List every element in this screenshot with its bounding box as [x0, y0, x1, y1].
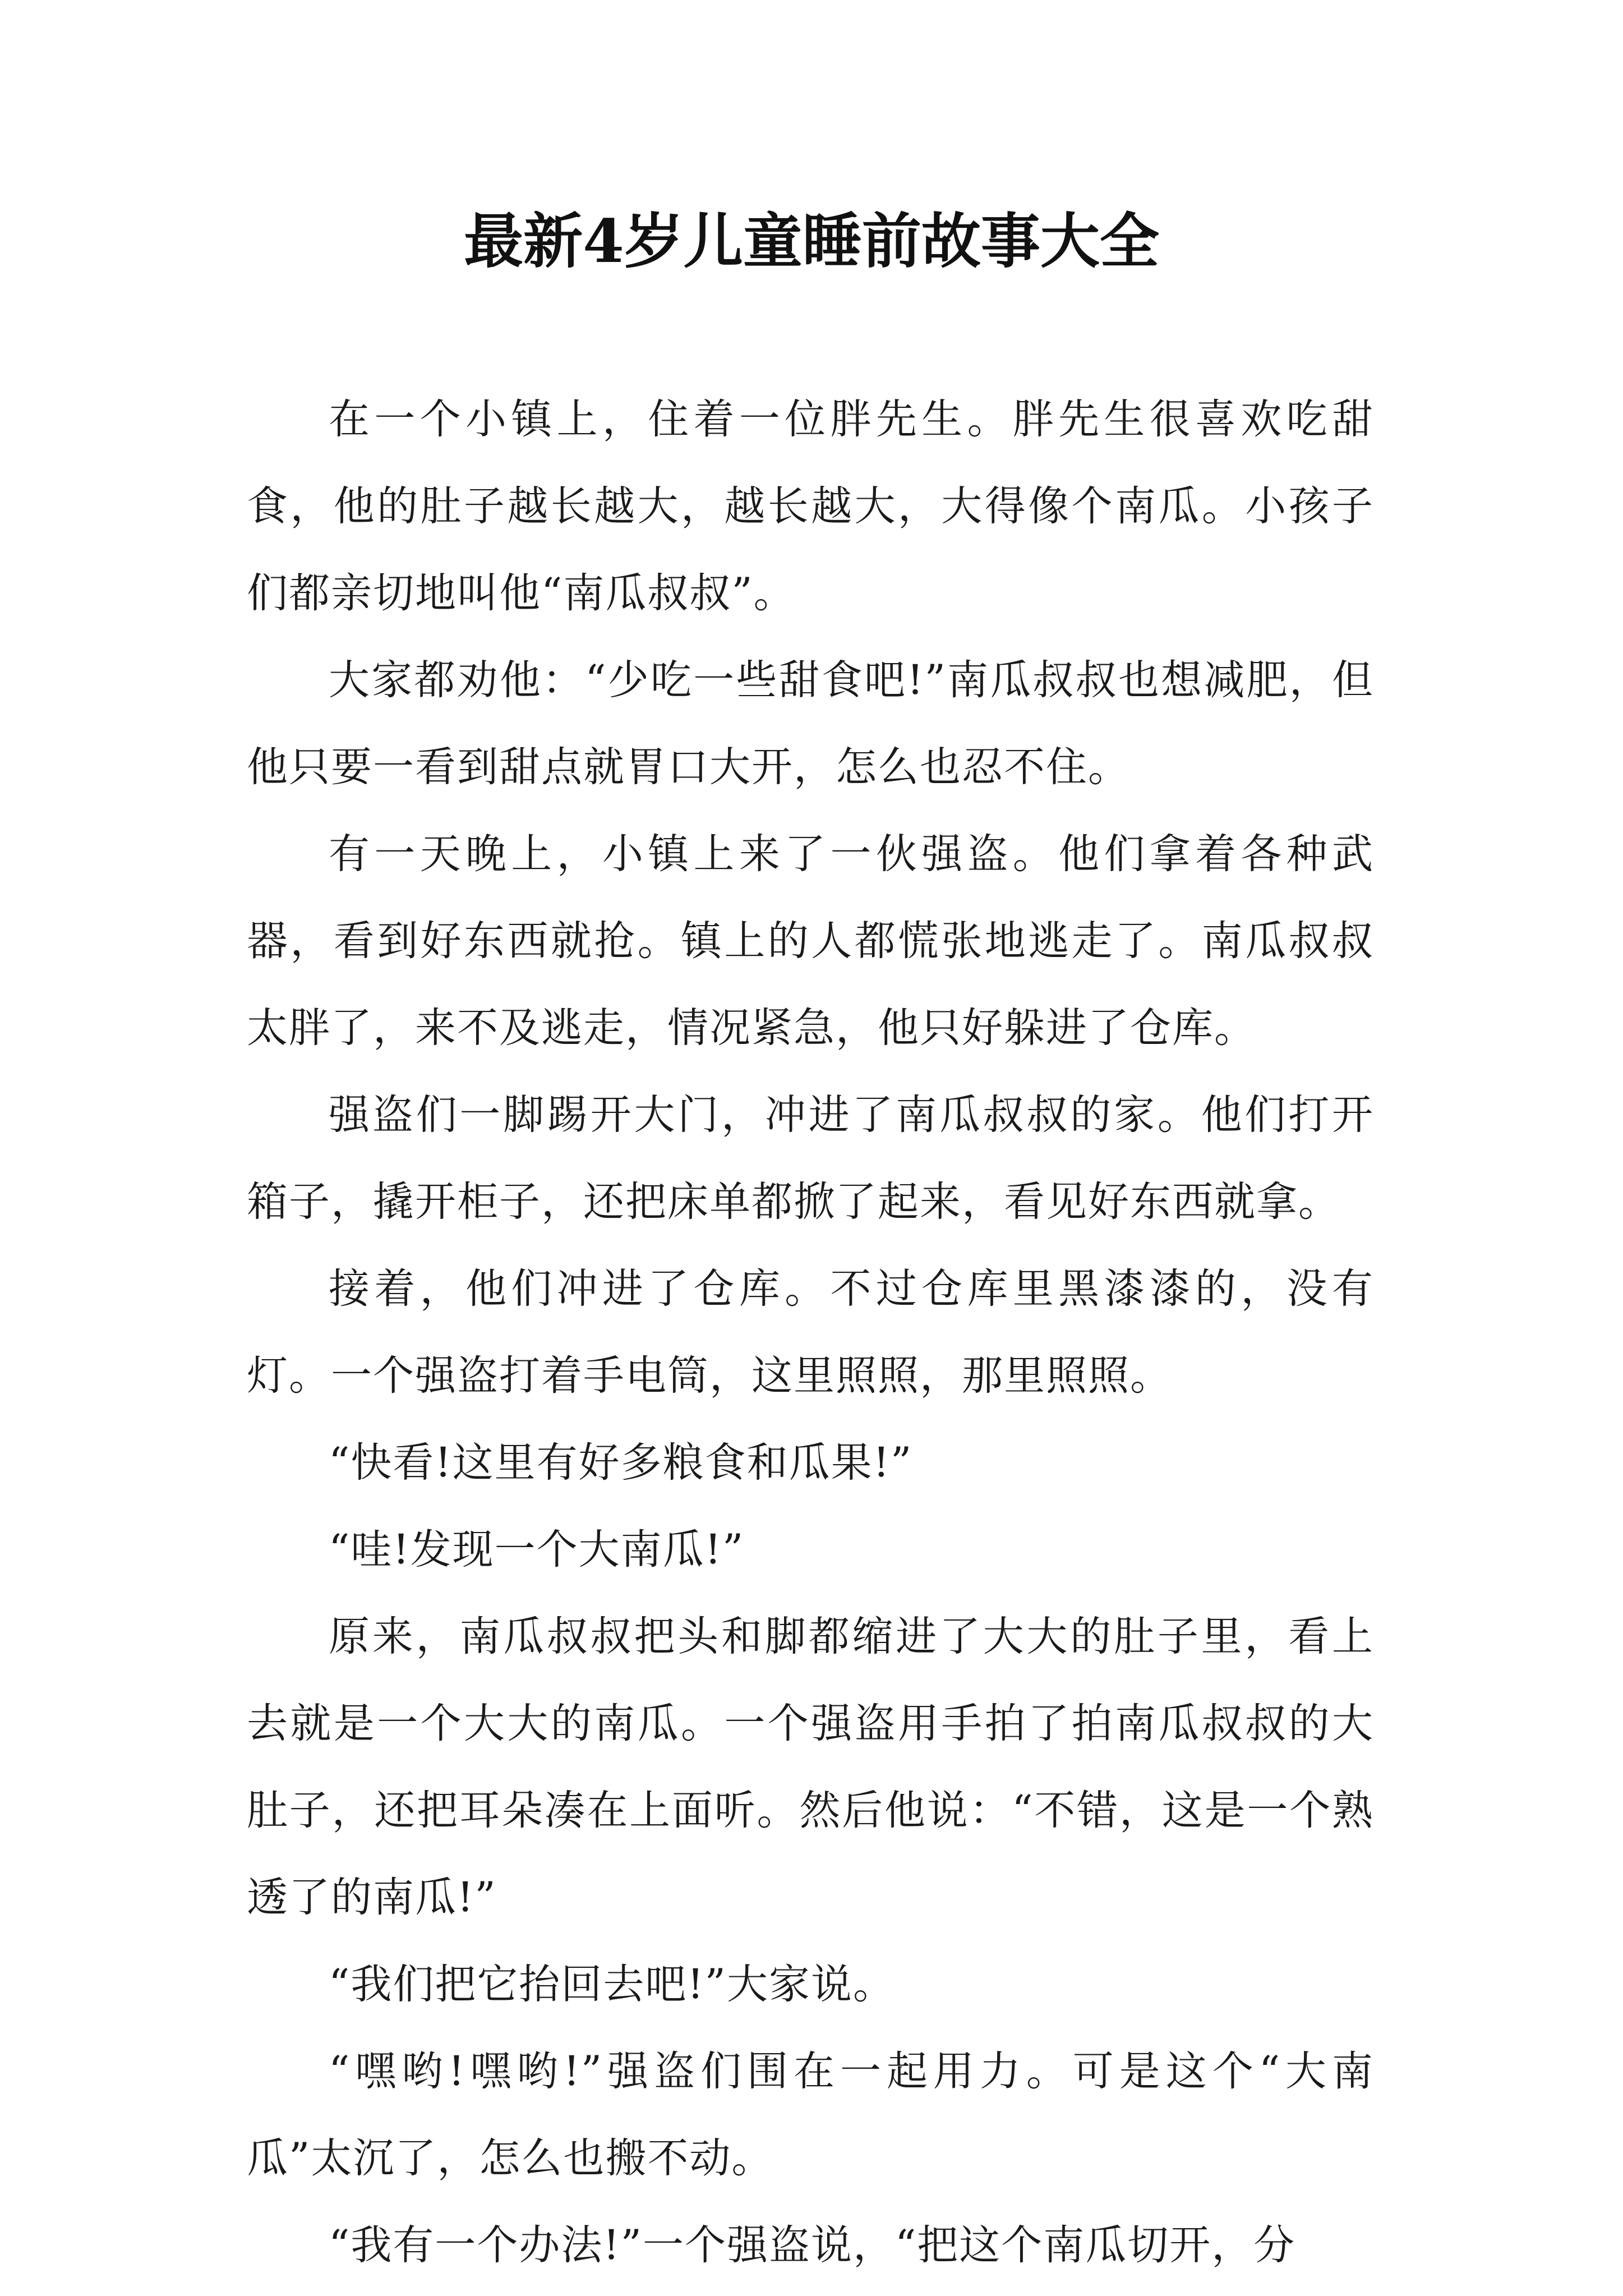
document-body: [247, 376, 1374, 2289]
paragraph: 强盗们一脚踢开大门，冲进了南瓜叔叔的家。他们打开箱子，撬开柜子，还把床单都掀了起来，看见好东西就拿。: [247, 1091, 1374, 1226]
paragraph: 原来，南瓜叔叔把头和脚都缩进了大大的肚子里，看上去就是一个大大的南瓜。一个强盗用手拍了拍南瓜叔叔的大肚子，还把耳朵凑在上面听。然后他说：“不错，这是一个熟透了的南瓜!”: [247, 1613, 1374, 1921]
paragraph: 在一个小镇上，住着一位胖先生。胖先生很喜欢吃甜食，他的肚子越长越大，越长越大，大得像个南瓜。小孩子们都亲切地叫他“南瓜叔叔”。: [247, 395, 1374, 617]
paragraph: “哇!发现一个大南瓜!”: [329, 1526, 745, 1573]
paragraph: “我有一个办法!”一个强盗说，“把这个南瓜切开，分: [329, 2221, 1296, 2269]
paragraph: “我们把它抬回去吧!”大家说。: [329, 1961, 895, 2008]
paragraph: “快看!这里有好多粮食和瓜果!”: [329, 1439, 913, 1487]
paragraph: 有一天晚上，小镇上来了一伙强盗。他们拿着各种武器，看到好东西就抢。镇上的人都慌张地逃走了。南瓜叔叔太胖了，来不及逃走，情况紧急，他只好躲进了仓库。: [247, 830, 1374, 1052]
paragraph: 大家都劝他：“少吃一些甜食吧!”南瓜叔叔也想减肥，但他只要一看到甜点就胃口大开，怎么也忍不住。: [247, 656, 1374, 791]
document-title: 最新4岁儿童睡前故事大全: [464, 206, 1159, 276]
paragraph: 接着，他们冲进了仓库。不过仓库里黑漆漆的，没有灯。一个强盗打着手电筒，这里照照，那里照照。: [247, 1265, 1374, 1400]
paragraph: “嘿哟!嘿哟!”强盗们围在一起用力。可是这个“大南瓜”太沉了，怎么也搬不动。: [247, 2047, 1374, 2182]
